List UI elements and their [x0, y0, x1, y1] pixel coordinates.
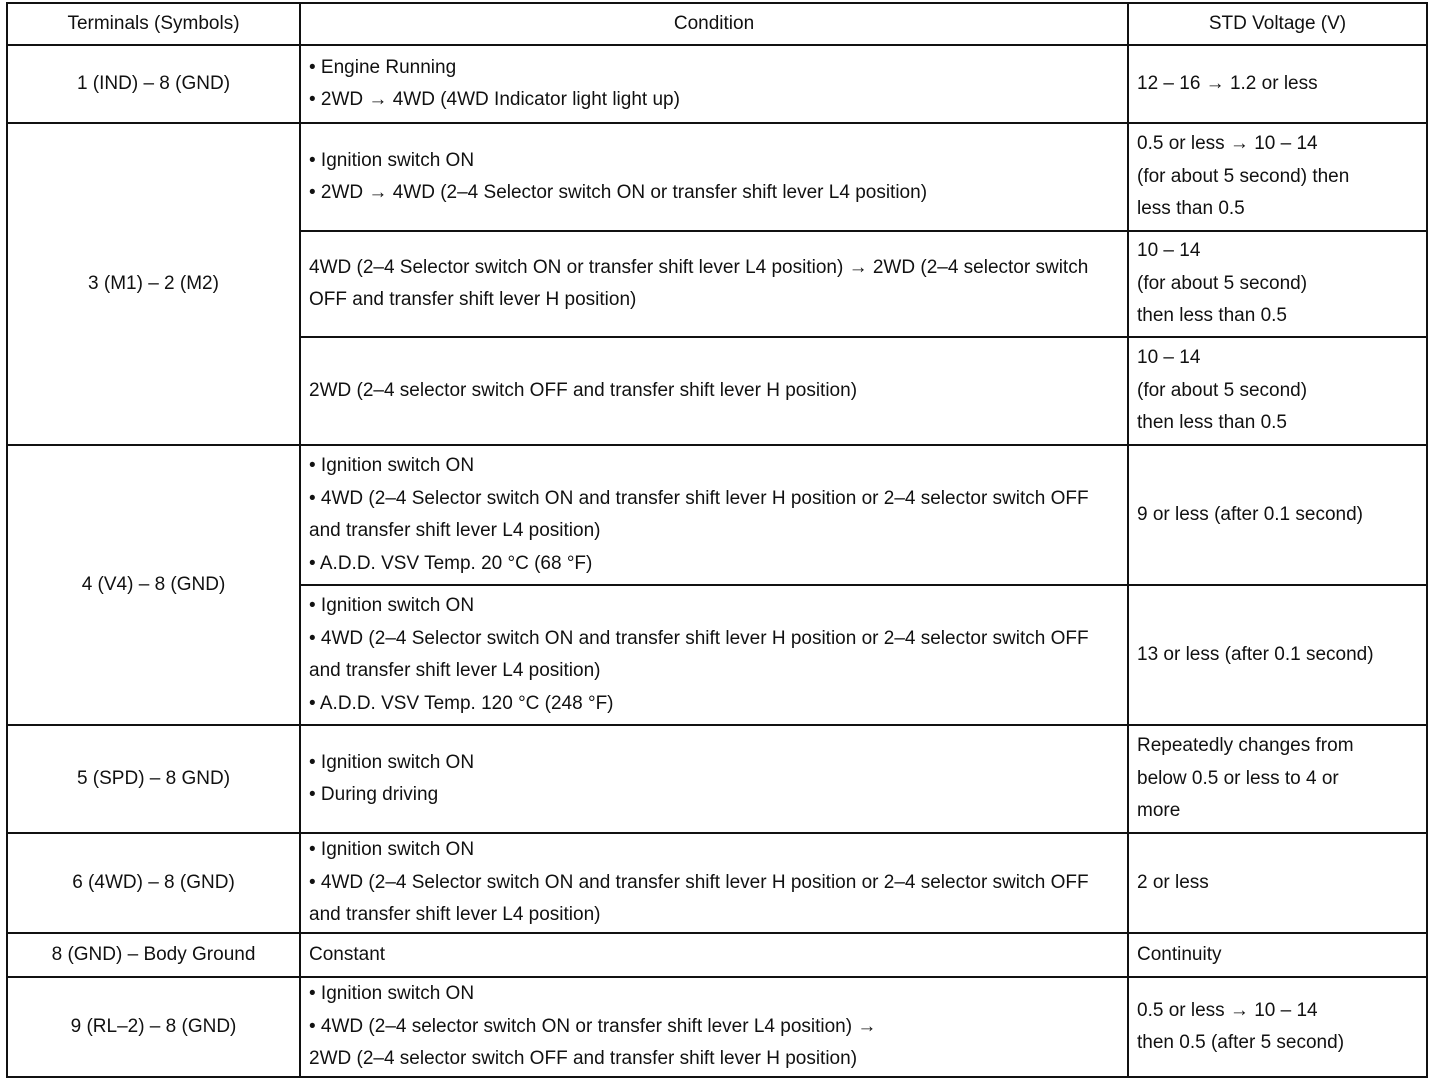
condition-line: • Ignition switch ON	[309, 595, 475, 616]
condition-cell	[300, 933, 1128, 977]
voltage-cell	[1128, 585, 1427, 725]
terminal-cell: 8 (GND) – Body Ground	[7, 933, 300, 977]
condition-line: 2WD (2–4 selector switch OFF and transfer shift lever H position)	[309, 379, 858, 401]
condition-line: • 2WD → 4WD (4WD Indicator light light up)	[309, 89, 680, 110]
voltage-line: (for about 5 second)	[1137, 272, 1308, 294]
voltage-line: 10 – 14	[1137, 240, 1201, 262]
table-row	[7, 445, 1427, 585]
condition-cell	[300, 585, 1128, 725]
voltage-line: (for about 5 second)	[1137, 379, 1308, 401]
voltage-line: 2 or less	[1137, 871, 1209, 893]
voltage-line: then less than 0.5	[1137, 305, 1287, 327]
condition-line: • 2WD → 4WD (2–4 Selector switch ON or transfer shift lever L4 position)	[309, 182, 928, 203]
condition-line: • Ignition switch ON	[309, 839, 475, 861]
table-header-row	[7, 3, 1427, 45]
condition-line: • Ignition switch ON	[309, 983, 475, 1005]
condition-line: • 4WD (2–4 Selector switch ON and transfer shift lever H position or 2–4 selector switch OFF and transfer shift lever L4 position)	[309, 627, 1089, 681]
voltage-line: Continuity	[1137, 943, 1222, 965]
voltage-line: 12 – 16 → 1.2 or less	[1137, 72, 1318, 94]
terminal-cell: 6 (4WD) – 8 (GND)	[7, 833, 300, 933]
condition-line: 2WD (2–4 selector switch OFF and transfer shift lever H position)	[309, 1048, 858, 1070]
condition-line: Constant	[309, 943, 386, 965]
condition-line: • 4WD (2–4 Selector switch ON and transfer shift lever H position or 2–4 selector switch OFF and transfer shift lever L4 position)	[309, 487, 1089, 541]
voltage-line: then 0.5 (after 5 second)	[1137, 1032, 1345, 1053]
voltage-line: 9 or less (after 0.1 second)	[1137, 503, 1363, 525]
condition-cell	[300, 123, 1128, 231]
voltage-cell	[1128, 123, 1427, 231]
voltage-line: 13 or less (after 0.1 second)	[1137, 643, 1374, 665]
voltage-line: 10 – 14	[1137, 347, 1201, 369]
voltage-cell	[1128, 977, 1427, 1077]
voltage-line: 0.5 or less → 10 – 14	[1137, 999, 1318, 1021]
voltage-cell	[1128, 833, 1427, 933]
terminal-cell: 1 (IND) – 8 (GND)	[7, 45, 300, 123]
table-row	[7, 977, 1427, 1077]
condition-line: • Ignition switch ON	[309, 751, 475, 773]
condition-line: 4WD (2–4 Selector switch ON or transfer shift lever L4 position) → 2WD (2–4 selector switch OFF and transfer shift lever H position)	[309, 256, 1089, 310]
voltage-line: less than 0.5	[1137, 198, 1245, 220]
condition-cell	[300, 833, 1128, 933]
voltage-cell	[1128, 933, 1427, 977]
voltage-cell	[1128, 231, 1427, 337]
condition-line: • A.D.D. VSV Temp. 120 °C (248 °F)	[309, 692, 614, 714]
terminal-voltage-sheet	[6, 2, 1426, 1078]
header-condition: Condition	[300, 3, 1128, 45]
terminal-cell: 3 (M1) – 2 (M2)	[7, 123, 300, 445]
condition-cell	[300, 337, 1128, 445]
condition-line: • Ignition switch ON	[309, 455, 475, 476]
voltage-cell	[1128, 725, 1427, 833]
table-row	[7, 833, 1427, 933]
terminal-voltage-table	[6, 2, 1428, 1078]
voltage-line: below 0.5 or less to 4 or	[1137, 767, 1339, 789]
terminal-cell: 9 (RL–2) – 8 (GND)	[7, 977, 300, 1077]
terminal-cell: 5 (SPD) – 8 GND)	[7, 725, 300, 833]
condition-line: • A.D.D. VSV Temp. 20 °C (68 °F)	[309, 552, 593, 574]
condition-cell	[300, 45, 1128, 123]
condition-cell	[300, 231, 1128, 337]
condition-cell	[300, 445, 1128, 585]
table-row	[7, 123, 1427, 231]
condition-line: • Ignition switch ON	[309, 149, 475, 171]
voltage-cell	[1128, 45, 1427, 123]
voltage-cell	[1128, 445, 1427, 585]
header-voltage: STD Voltage (V)	[1128, 3, 1427, 45]
voltage-line: Repeatedly changes from	[1137, 735, 1354, 757]
condition-line: • 4WD (2–4 selector switch ON or transfer shift lever L4 position) →	[309, 1015, 877, 1037]
terminal-cell: 4 (V4) – 8 (GND)	[7, 445, 300, 725]
table-row	[7, 45, 1427, 123]
voltage-line: (for about 5 second) then	[1137, 165, 1350, 187]
table-row	[7, 725, 1427, 833]
table-body	[7, 45, 1427, 1077]
table-row	[7, 933, 1427, 977]
voltage-line: then less than 0.5	[1137, 412, 1287, 434]
voltage-line: more	[1137, 800, 1181, 822]
header-terminals: Terminals (Symbols)	[7, 3, 300, 45]
condition-line: • 4WD (2–4 Selector switch ON and transfer shift lever H position or 2–4 selector switch OFF and transfer shift lever L4 position)	[309, 871, 1089, 926]
condition-line: • During driving	[309, 784, 439, 805]
condition-line: • Engine Running	[309, 56, 457, 78]
voltage-cell	[1128, 337, 1427, 445]
voltage-line: 0.5 or less → 10 – 14	[1137, 133, 1318, 155]
condition-cell	[300, 977, 1128, 1077]
condition-cell	[300, 725, 1128, 833]
